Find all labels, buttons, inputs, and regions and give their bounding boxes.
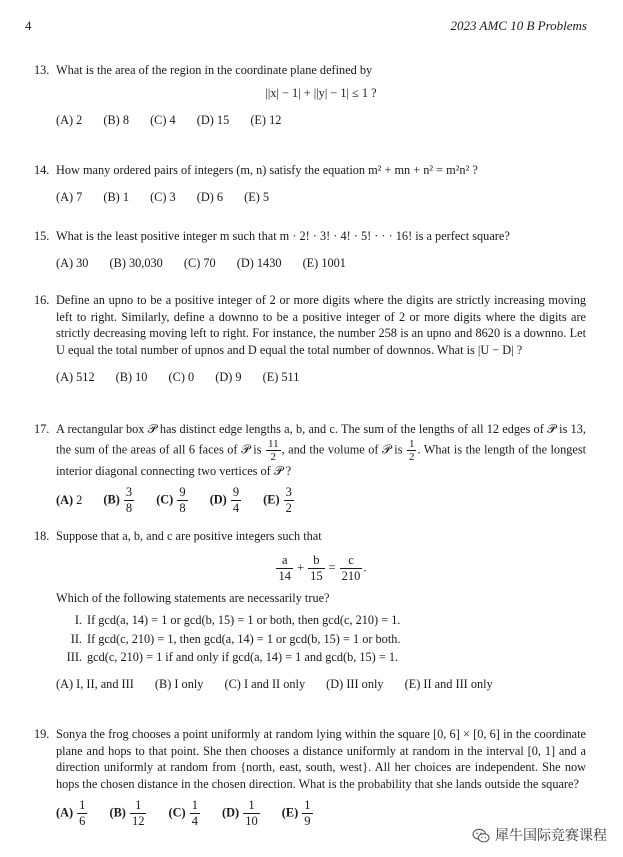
choice-a: (A) 2 xyxy=(56,112,83,127)
statement-item: II. If gcd(c, 210) = 1, then gcd(a, 14) = 1 or gcd(b, 15) = 1 or both. xyxy=(70,631,401,646)
choice-c: (C) $\frac{9}{8}$ xyxy=(156,485,186,515)
choice-e: (E) $\frac{3}{2}$ xyxy=(263,485,292,515)
choice-c: (C) 4 xyxy=(150,112,176,127)
display-equation: ||x| − 1| + ||y| − 1| ≤ 1 ? xyxy=(265,85,377,100)
choice-b: (B) I only xyxy=(154,677,204,692)
problem-17 xyxy=(34,421,586,516)
answer-choices xyxy=(56,255,586,272)
answer-choices xyxy=(56,111,586,128)
choice-e: (E) 511 xyxy=(262,369,300,384)
choice-a: (A) I, II, and III xyxy=(56,677,134,692)
choice-b: (B) 30,030 xyxy=(109,256,163,271)
choice-b: (B) 10 xyxy=(115,369,148,384)
problem-text: Define an upno to be a positive integer of 2 or more digits where the digits are strictly increasing moving left to right. Similarly, define a downno to be a positive integer of 2 or more digits where the digits are strictly decreasing moving left to right. For instance, the number 258 is an upno and 8620 is a downno. Let U equal the total number of upnos and D equal the total number of downnos. What is |U − D| ? xyxy=(56,293,586,357)
fraction: $\frac{11}{2}$ xyxy=(268,437,279,463)
watermark xyxy=(472,828,607,845)
choice-d: (D) 1430 xyxy=(236,256,282,271)
choice-b: (B) 8 xyxy=(103,112,129,127)
problem-number: 15. xyxy=(34,229,50,243)
statement-item: III. gcd(c, 210) = 1 if and only if gcd(a, 14) = 1 and gcd(b, 15) = 1. xyxy=(66,650,399,664)
choice-b: (B) $\frac{3}{8}$ xyxy=(103,485,133,515)
problem-text: What is the area of the region in the coordinate plane defined by xyxy=(56,63,373,77)
fraction: $\frac{b}{15}$ xyxy=(310,552,323,583)
choice-d: (D) 15 xyxy=(196,112,230,127)
choice-c: (C) 0 xyxy=(168,369,195,384)
statement-item: I. If gcd(a, 14) = 1 or gcd(b, 15) = 1 or both, then gcd(c, 210) = 1. xyxy=(74,613,401,627)
choice-a: (A) 7 xyxy=(56,190,83,205)
choice-a: (A) $\frac{1}{6}$ xyxy=(56,798,86,828)
problem-number: 14. xyxy=(34,163,50,177)
problem-18 xyxy=(34,528,586,693)
problem-14 xyxy=(34,162,586,206)
problem-text: A rectangular box 𝒫 has distinct edge lengths a, b, and c. The sum of the lengths of all 12 edges of 𝒫 is 13, the sum of the areas of all 6 faces of 𝒫 is $\frac{11}{2}$ , and the volume of 𝒫 is $\frac{1}{2}$ . What is the length of the longest interior diagonal connecting two vertices of 𝒫 ? xyxy=(56,422,587,478)
answer-choices xyxy=(56,368,586,385)
choice-e: (E) 1001 xyxy=(302,256,346,271)
answer-choices xyxy=(56,189,586,206)
choice-e: (E) $\frac{1}{9}$ xyxy=(281,798,311,828)
problem-text: Sonya the frog chooses a point uniformly at random lying within the square [0, 6] × [0, 6] in the coordinate plane and hops to that point. She then chooses a distance uniformly at random in the interval [0, 1] and a direction uniformly at random from {north, east, south, west}. All her choices are independent. She now hops the chosen distance in the chosen direction. What is the probability that she lands outside the square? xyxy=(56,727,586,791)
choice-e: (E) 12 xyxy=(250,112,282,127)
problem-text: Suppose that a, b, and c are positive integers such that xyxy=(56,529,322,543)
answer-choices xyxy=(56,676,586,693)
problem-number: 16. xyxy=(34,293,50,307)
choice-a: (A) 512 xyxy=(56,369,95,384)
problem-text: What is the least positive integer m such that m · 2! · 3! · 4! · 5! · · · 16! is a perfect square? xyxy=(56,229,510,243)
page-number: 4 xyxy=(25,18,32,33)
problem-text: How many ordered pairs of integers (m, n) satisfy the equation m² + mn + n² = m²n² ? xyxy=(56,163,478,177)
problem-13 xyxy=(34,62,586,128)
choice-c: (C) $\frac{1}{4}$ xyxy=(168,798,198,828)
choice-e: (E) 5 xyxy=(244,190,270,205)
choice-d: (D) III only xyxy=(326,677,384,692)
wechat-icon xyxy=(472,828,490,844)
choice-c: (C) I and II only xyxy=(224,677,306,692)
choice-d: (D) 9 xyxy=(215,369,242,384)
problem-number: 13. xyxy=(34,63,50,77)
problem-question: Which of the following statements are necessarily true? xyxy=(56,590,330,605)
answer-choices xyxy=(56,798,586,829)
fraction: $\frac{c}{210}$ xyxy=(341,552,361,583)
running-title: 2023 AMC 10 B Problems xyxy=(450,18,587,33)
problem-16 xyxy=(34,292,586,385)
choice-b: (B) $\frac{1}{12}$ xyxy=(109,798,145,828)
watermark-text: 犀牛国际竞赛课程 xyxy=(495,827,607,844)
problem-19 xyxy=(34,726,586,829)
choice-b: (B) 1 xyxy=(103,190,129,205)
choice-a: (A) 30 xyxy=(56,256,89,271)
choice-d: (D) $\frac{9}{4}$ xyxy=(209,485,240,515)
choice-c: (C) 3 xyxy=(150,190,176,205)
choice-d: (D) 6 xyxy=(196,190,224,205)
problem-number: 19. xyxy=(34,727,50,741)
fraction: $\frac{1}{2}$ xyxy=(408,437,415,463)
display-equation: $\frac{a}{14}$ + $\frac{b}{15}$ = $\frac{c}{210}$ . xyxy=(278,552,367,583)
statement-list xyxy=(56,612,586,666)
choice-c: (C) 70 xyxy=(183,256,216,271)
choice-e: (E) II and III only xyxy=(404,677,493,692)
choice-d: (D) $\frac{1}{10}$ xyxy=(222,798,258,828)
answer-choices xyxy=(56,485,586,516)
problem-number: 18. xyxy=(34,529,50,543)
fraction: $\frac{a}{14}$ xyxy=(278,552,291,583)
problem-number: 17. xyxy=(34,422,50,436)
choice-a: (A) 2 xyxy=(56,493,83,508)
problem-15 xyxy=(34,228,586,272)
